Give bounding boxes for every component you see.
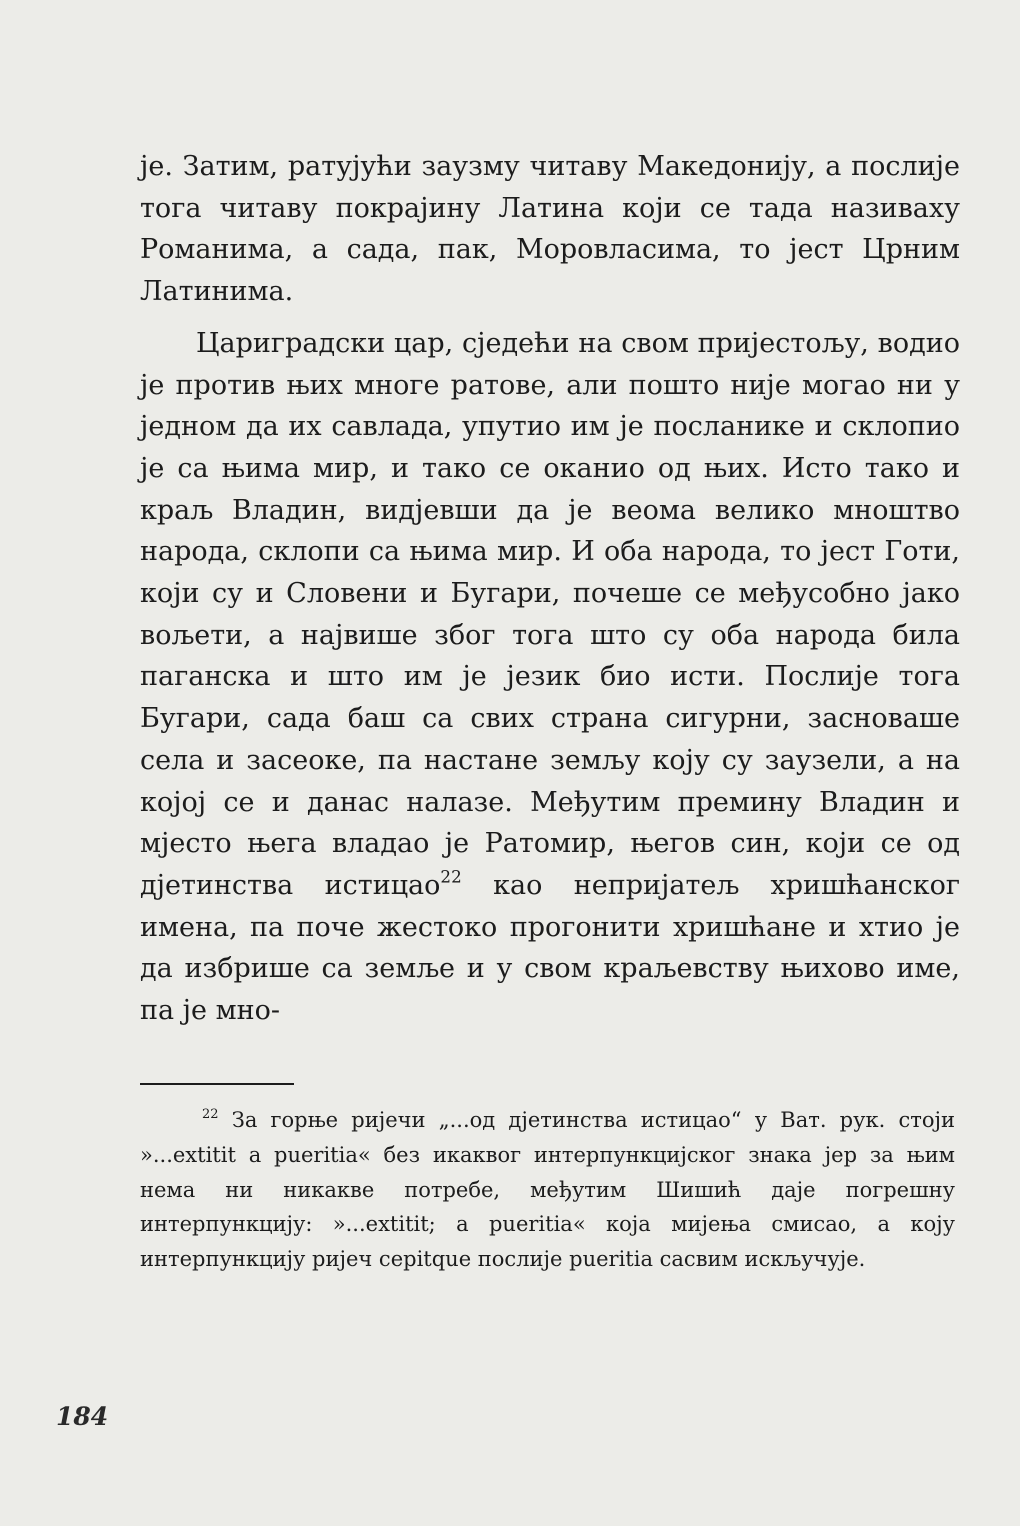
footnote-number: 22 [202, 1106, 219, 1122]
paragraph-1: је. Затим, ратујући заузму читаву Македонију, а послије тога читаву покрајину Латина који се тада називаху Романима, а сада, пак, Моровласима, то јест Црним Латинима. [140, 151, 960, 308]
paragraph-2-text-after-note: као непријатељ хришћанског имена, па поче жестоко прогонити хришћане и хтио је да избрише са земље и у свом краљевству њихово име, па је мно- [140, 869, 960, 1027]
paragraph-2 [140, 323, 960, 1032]
main-text [140, 146, 960, 1032]
page-number: 184 [56, 1402, 109, 1431]
footnote-text: За горње ријечи „...од дјетинства истицао“ у Ват. рук. стоји »...extitit a pueritia« без икаквог интерпункцијског знака јер за њим нема ни никакве потребе, међутим Шишић даје погрешну интерпункцију: »...extitit; a pueritia« која мијења смисао, а коју интерпункцију ријеч cepitque послије pueritia сасвим искључује. [140, 1108, 955, 1272]
footnote [140, 1103, 955, 1277]
footnote-separator [140, 1083, 294, 1085]
paragraph-2-text-before-note: Цариградски цар, сједећи на свом пријестољу, водио је против њих многе ратове, али пошто није могао ни у једном да их савлада, упутио им је посланике и склопио је са њима мир, и тако се оканио од њих. Исто тако и краљ Владин, видјевши да је веома велико мноштво народа, склопи са њима мир. И оба народа, то јест Готи, који су и Словени и Бугари, почеше се међусобно јако вољети, а највише због тога што су оба народа била паганска и што им је језик био исти. Послије тога Бугари, сада баш са свих страна сигурни, засноваше села и засеоке, па настане земљу коју су заузели, а на којој се и данас налазе. Међутим премину Владин и мјесто њега владао је Ратомир, његов син, који се од дјетинства истицао [140, 327, 960, 901]
footnote-reference: 22 [440, 866, 462, 887]
